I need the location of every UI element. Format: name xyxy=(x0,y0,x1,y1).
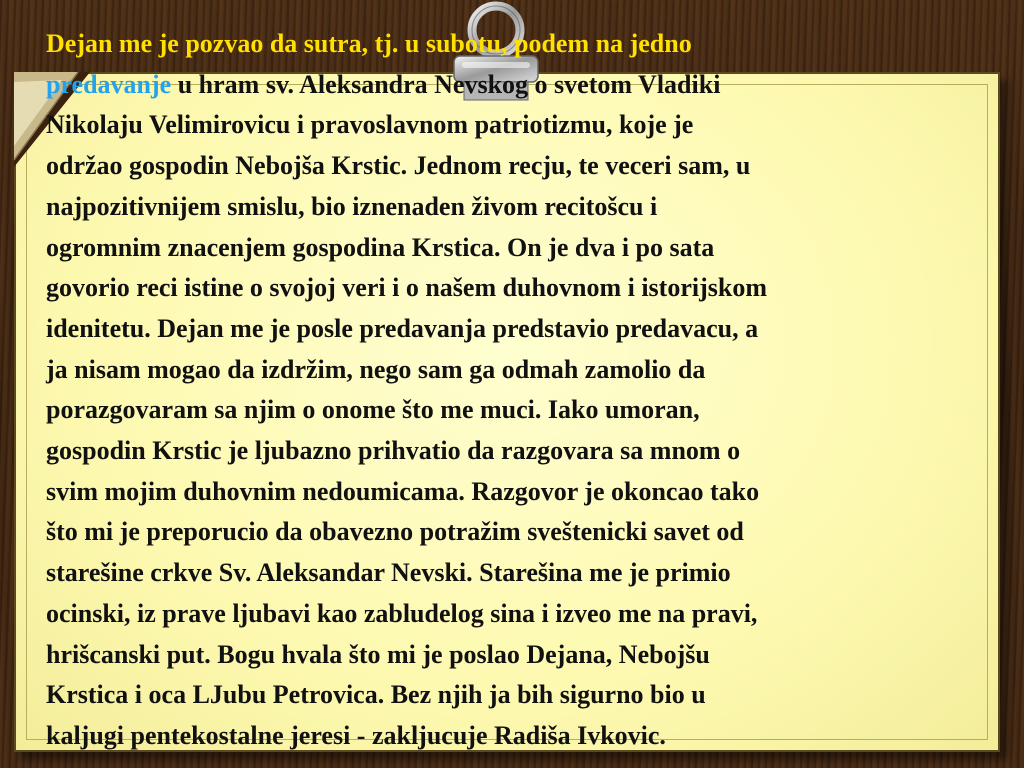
note-line: idenitetu. Dejan me je posle predavanja predstavio predavacu, a xyxy=(46,313,759,343)
note-line-2 xyxy=(46,65,996,106)
note-line: govorio reci istine o svojoj veri i o našem duhovnom i istorijskom xyxy=(46,273,767,303)
note-line: porazgovaram sa njim o onome što me muci. Iako umoran, xyxy=(46,395,700,425)
note-line: Nikolaju Velimirovicu i pravoslavnom patriotizmu, koje je xyxy=(46,110,694,140)
note-line: ja nisam mogao da izdržim, nego sam ga odmah zamolio da xyxy=(46,354,706,384)
note-line: ogromnim znacenjem gospodina Krstica. On je dva i po sata xyxy=(46,232,715,262)
note-line: najpozitivnijem smislu, bio iznenaden živom recitošcu i xyxy=(46,191,658,221)
lecture-link[interactable]: predavanje xyxy=(46,69,172,99)
note-line-2-rest: u hram sv. Aleksandra Nevskog o svetom Vladiki xyxy=(171,69,721,99)
note-line: hrišcanski put. Bogu hvala što mi je poslao Dejana, Nebojšu xyxy=(46,639,710,669)
note-text xyxy=(46,24,996,757)
note-line-1: Dejan me je pozvao da sutra, tj. u subotu, podem na jedno xyxy=(46,29,692,58)
note-line: gospodin Krstic je ljubazno prihvatio da razgovara sa mnom o xyxy=(46,436,741,466)
note-line: svim mojim duhovnim nedoumicama. Razgovor je okoncao tako xyxy=(46,476,760,506)
note-line: održao gospodin Nebojša Krstic. Jednom recju, te veceri sam, u xyxy=(46,151,751,181)
note-line: ocinski, iz prave ljubavi kao zabludelog sina i izveo me na pravi, xyxy=(46,598,758,628)
note-line: starešine crkve Sv. Aleksandar Nevski. Starešina me je primio xyxy=(46,558,731,588)
note-line: Krstica i oca LJubu Petrovica. Bez njih ja bih sigurno bio u xyxy=(46,680,706,710)
note-line: kaljugi pentekostalne jeresi - zakljucuje Radiša Ivkovic. xyxy=(46,720,666,750)
note-line: što mi je preporucio da obavezno potražim sveštenicki savet od xyxy=(46,517,744,547)
